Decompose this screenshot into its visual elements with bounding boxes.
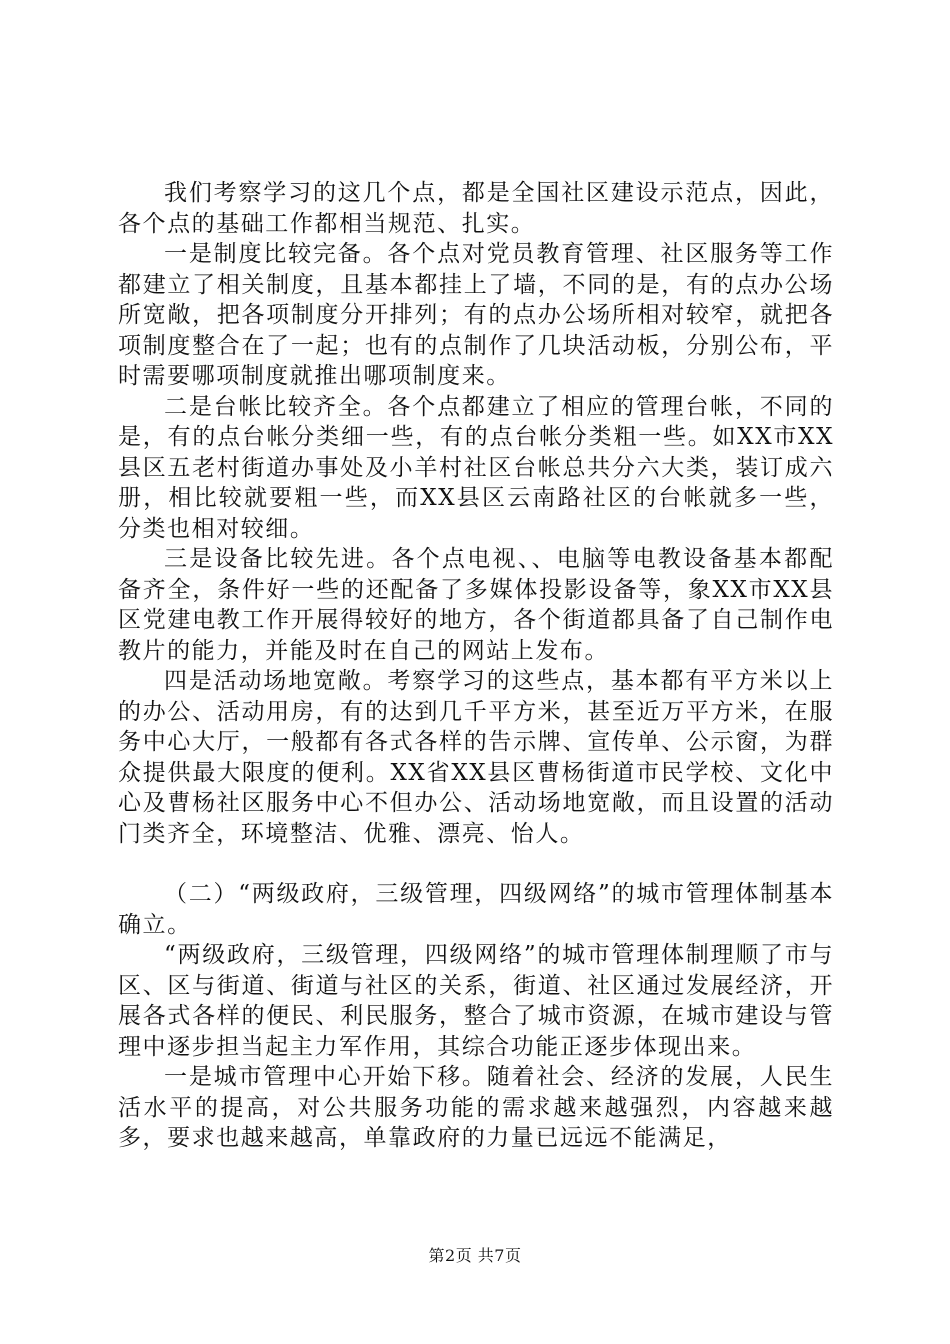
page-number-footer: 第2页 共7页	[428, 1246, 522, 1265]
paragraph-management-system: “两级政府，三级管理，四级网络”的城市管理体制理顺了市与区、区与街道、街道与社区的关系，街道、社区通过发展经济，开展各式各样的便民、利民服务，整合了城市资源，在城市建设与管理中逐步担当起主力军作用，其综合功能正逐步体现出来。	[118, 942, 834, 1060]
paragraph-intro: 我们考察学习的这几个点，都是全国社区建设示范点，因此，各个点的基础工作都相当规范、扎实。	[118, 180, 834, 237]
paragraph-equipment-advanced: 三是设备比较先进。各个点电视、、电脑等电教设备基本都配备齐全，条件好一些的还配备了多媒体投影设备等，象XX市XX县区党建电教工作开展得较好的地方，各个街道都具备了自己制作电教片的能力，并能及时在自己的网站上发布。	[118, 546, 834, 664]
section-heading: （二）“两级政府，三级管理，四级网络”的城市管理体制基本确立。	[118, 881, 834, 938]
section-gap	[118, 849, 834, 879]
paragraph-system-complete: 一是制度比较完备。各个点对党员教育管理、社区服务等工作都建立了相关制度，且基本都挂上了墙，不同的是，有的点办公场所宽敞，把各项制度分开排列；有的点办公场所相对较窄，就把各项制度整合在了一起；也有的点制作了几块活动板，分别公布，平时需要哪项制度就推出哪项制度来。	[118, 241, 834, 389]
paragraph-venue-spacious: 四是活动场地宽敞。考察学习的这些点，基本都有平方米以上的办公、活动用房，有的达到几千平方米，甚至近万平方米，在服务中心大厅，一般都有各式各样的告示牌、宣传单、公示窗，为群众提供最大限度的便利。XX省XX县区曹杨街道市民学校、文化中心及曹杨社区服务中心不但办公、活动场地宽敞，而且设置的活动门类齐全，环境整洁、优雅、漂亮、怡人。	[118, 668, 834, 847]
paragraph-ledger-complete: 二是台帐比较齐全。各个点都建立了相应的管理台帐，不同的是，有的点台帐分类细一些，有的点台帐分类粗一些。如XX市XX县区五老村街道办事处及小羊村社区台帐总共分六大类，装订成六册，相比较就要粗一些，而XX县区云南路社区的台帐就多一些，分类也相对较细。	[118, 393, 834, 542]
document-body	[118, 178, 834, 1154]
paragraph-management-center: 一是城市管理中心开始下移。随着社会、经济的发展，人民生活水平的提高，对公共服务功能的需求越来越强烈，内容越来越多，要求也越来越高，单靠政府的力量已远远不能满足，	[118, 1064, 834, 1151]
